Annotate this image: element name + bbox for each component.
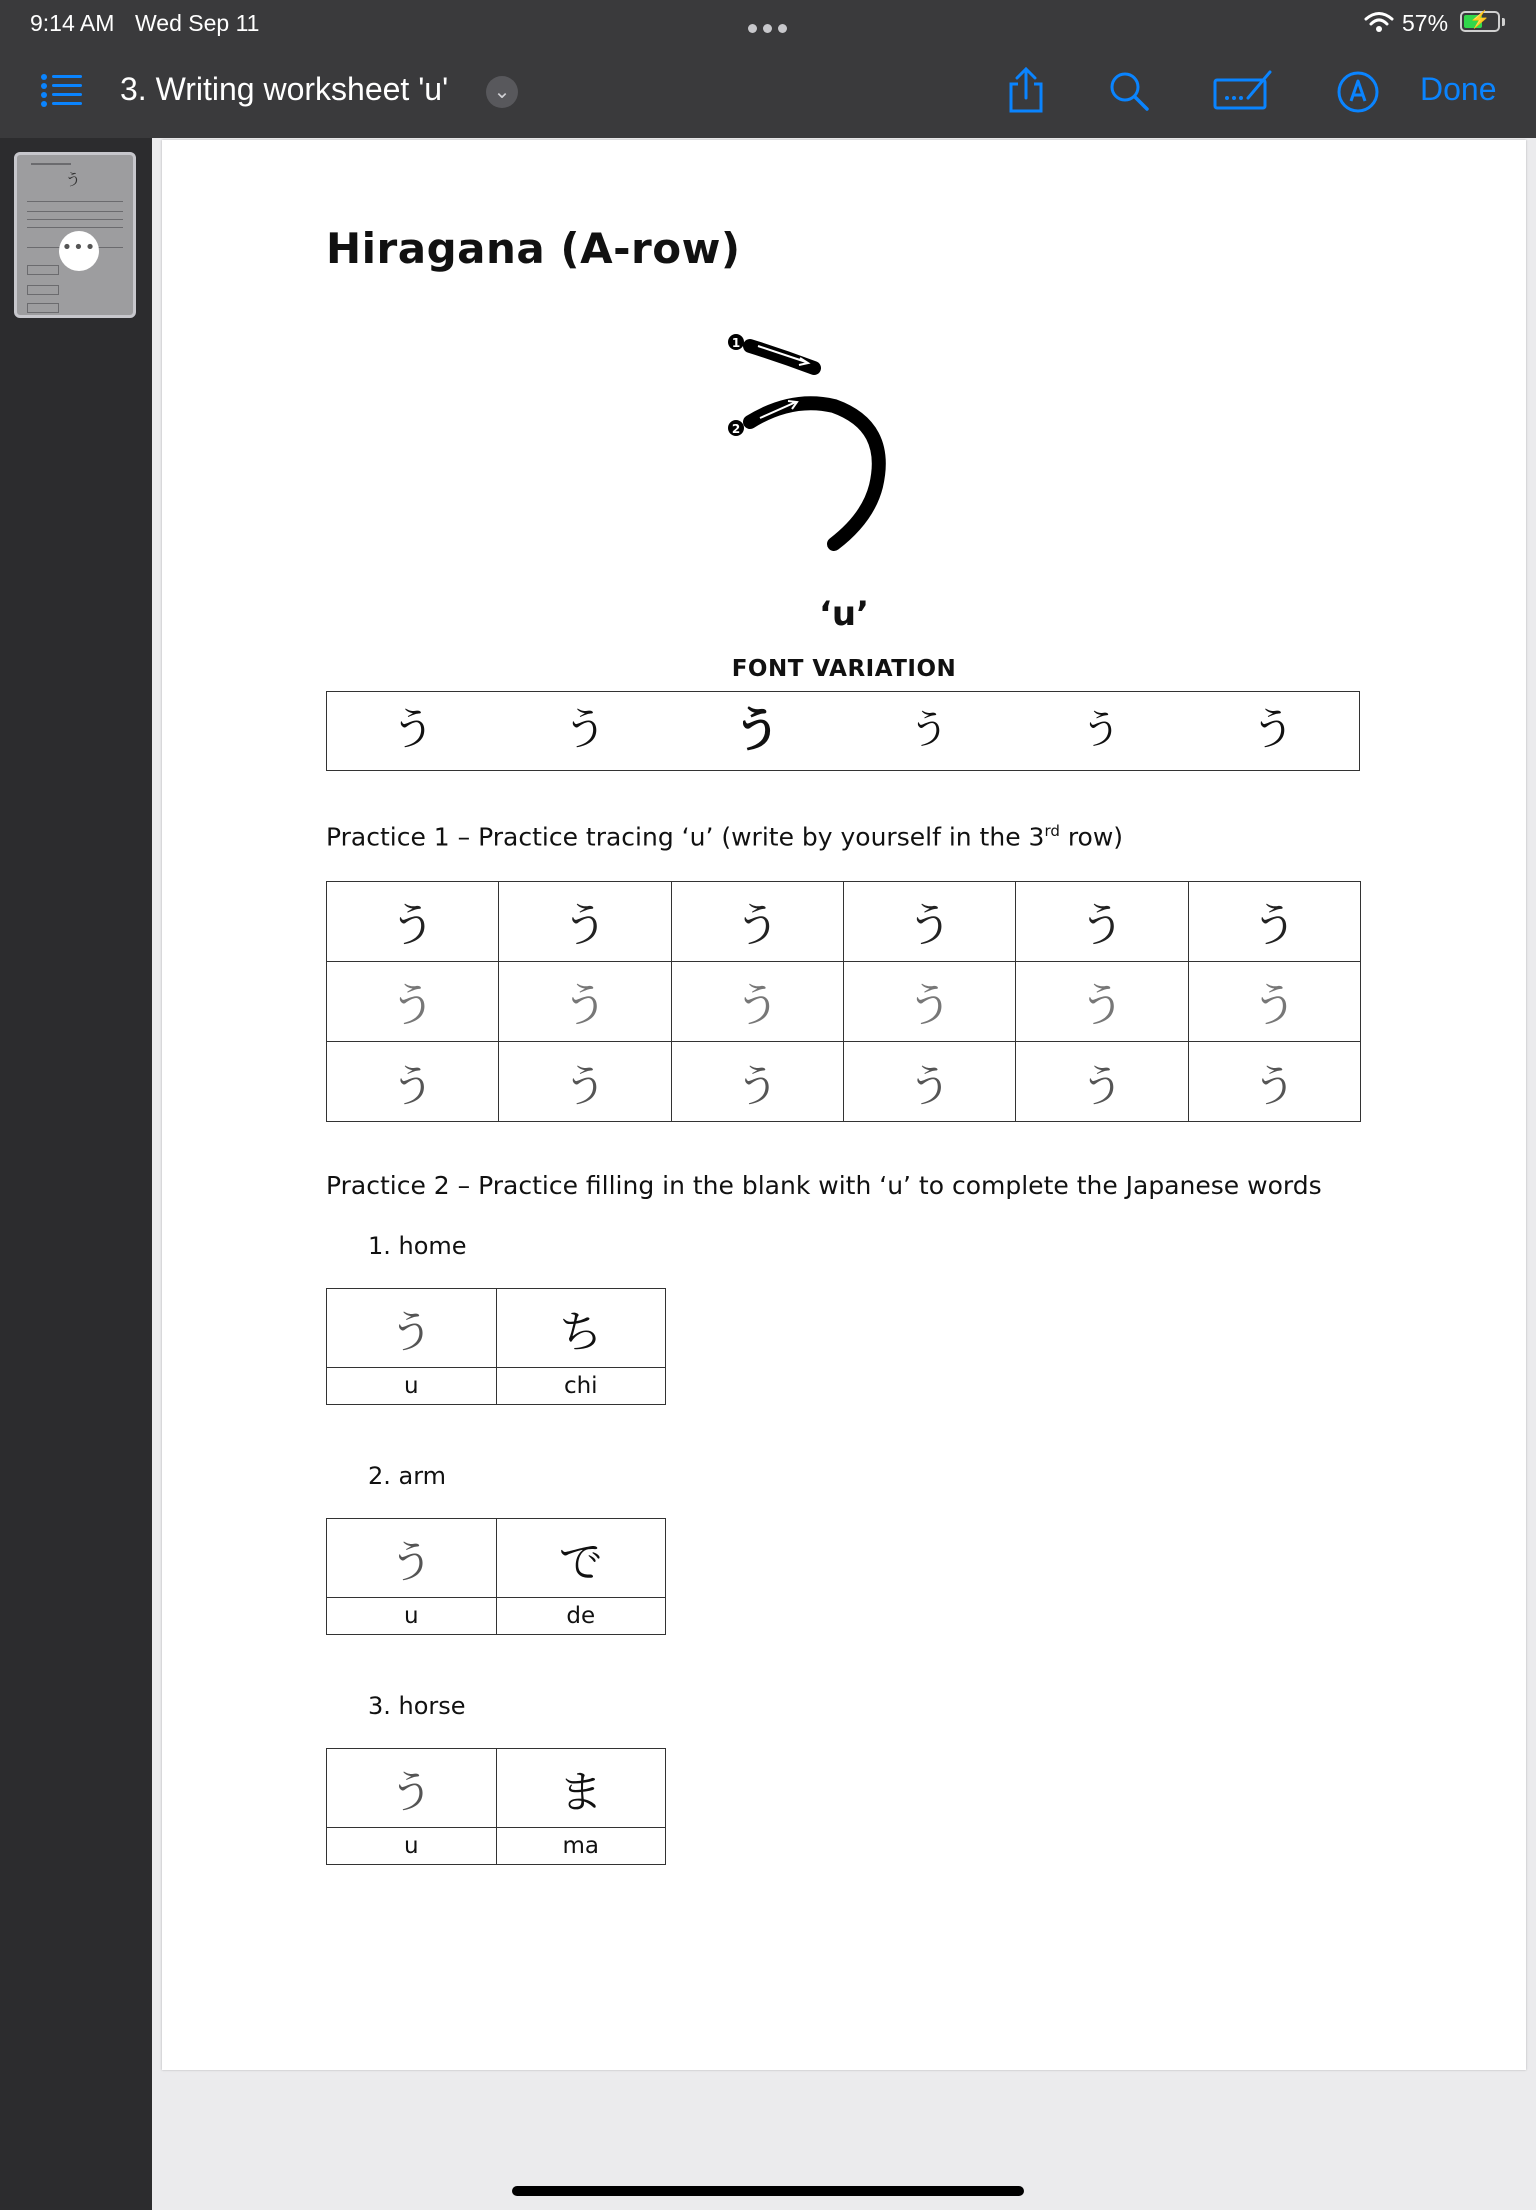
font-variation-label: FONT VARIATION (731, 656, 957, 682)
practice-1-text: Practice 1 – Practice tracing ‘u’ (write by yourself in the 3 (326, 822, 1045, 852)
stroke-order-character (722, 322, 942, 562)
word-label-horse: 3. horse (368, 1692, 466, 1720)
tracing-cell[interactable]: う (843, 882, 1015, 962)
font-variation-cell: う (391, 704, 435, 755)
toolbar (0, 44, 1536, 138)
tracing-cell[interactable]: う (499, 882, 671, 962)
tracing-cell[interactable]: う (671, 962, 843, 1042)
romaji-cell: u (327, 1368, 497, 1405)
worksheet-title: Hiragana (A-row) (326, 224, 741, 273)
thumbnail-sidebar (0, 138, 152, 2210)
romaji-cell: ma (496, 1828, 666, 1865)
word-label-home: 1. home (368, 1232, 467, 1260)
chevron-down-icon[interactable]: ⌄ (486, 76, 518, 108)
font-variation-cell: う (563, 704, 607, 755)
romaji-cell: chi (496, 1368, 666, 1405)
kana-cell: ま (496, 1749, 666, 1828)
tracing-cell[interactable]: う (843, 1042, 1015, 1122)
tracing-cell[interactable]: う (327, 882, 499, 962)
romaji-label: ‘u’ (818, 594, 870, 634)
list-icon[interactable] (40, 72, 84, 112)
status-bar (0, 0, 1536, 44)
tracing-cell[interactable]: う (327, 962, 499, 1042)
tracing-cell[interactable]: う (1016, 882, 1188, 962)
word-table-home (326, 1288, 666, 1405)
document-page (162, 140, 1526, 2070)
tracing-grid (326, 881, 1361, 1122)
tracing-cell[interactable]: う (1016, 962, 1188, 1042)
practice-1-text-end: row) (1059, 822, 1124, 852)
practice-1-label (326, 822, 1123, 851)
tracing-cell[interactable]: う (499, 1042, 671, 1122)
annotate-icon[interactable] (1336, 70, 1380, 118)
practice-1-sup: rd (1044, 822, 1060, 840)
multitasking-dots-icon[interactable] (745, 12, 790, 39)
blank-cell[interactable]: う (327, 1519, 497, 1598)
font-variation-cell: う (909, 707, 949, 752)
home-indicator[interactable] (512, 2186, 1024, 2196)
romaji-cell: u (327, 1598, 497, 1635)
search-icon[interactable] (1108, 70, 1150, 116)
word-table-horse (326, 1748, 666, 1865)
blank-cell[interactable]: う (327, 1289, 497, 1368)
tracing-cell[interactable]: う (499, 962, 671, 1042)
markup-icon[interactable] (1212, 68, 1274, 116)
tracing-row-2 (327, 962, 1361, 1042)
practice-2-label: Practice 2 – Practice filling in the blank with ‘u’ to complete the Japanese words (326, 1171, 1322, 1200)
font-variation-cell: う (1081, 707, 1121, 753)
word-table-arm (326, 1518, 666, 1635)
more-options-icon[interactable]: ••• (59, 231, 99, 271)
battery-icon: ⚡ (1460, 11, 1500, 32)
thumbnail-char: う (65, 170, 82, 189)
stroke-number-1: 1 (731, 336, 741, 350)
tracing-cell[interactable]: う (1188, 882, 1360, 962)
kana-cell: で (496, 1519, 666, 1598)
tracing-cell[interactable]: う (1016, 1042, 1188, 1122)
top-bar (0, 0, 1536, 138)
font-variation-row (326, 691, 1360, 771)
tracing-cell[interactable]: う (1188, 1042, 1360, 1122)
romaji-cell: u (327, 1828, 497, 1865)
document-title[interactable]: 3. Writing worksheet 'u' (120, 71, 449, 107)
status-time: 9:14 AM (30, 10, 115, 36)
tracing-cell[interactable]: う (327, 1042, 499, 1122)
battery-tip (1502, 18, 1505, 26)
kana-cell: ち (496, 1289, 666, 1368)
tracing-row-1 (327, 882, 1361, 962)
share-icon[interactable] (1006, 66, 1046, 118)
stroke-number-2: 2 (731, 422, 741, 436)
tracing-cell[interactable]: う (671, 1042, 843, 1122)
done-button[interactable]: Done (1420, 71, 1497, 107)
blank-cell[interactable]: う (327, 1749, 497, 1828)
tracing-cell[interactable]: う (843, 962, 1015, 1042)
wifi-icon (1364, 10, 1394, 40)
tracing-row-3 (327, 1042, 1361, 1122)
word-label-arm: 2. arm (368, 1462, 447, 1490)
tracing-cell[interactable]: う (1188, 962, 1360, 1042)
font-variation-cell: う (1251, 704, 1295, 755)
font-variation-cell: う (732, 702, 781, 758)
battery-percent: 57% (1402, 10, 1449, 36)
tracing-cell[interactable]: う (671, 882, 843, 962)
status-date: Wed Sep 11 (135, 10, 260, 36)
page-thumbnail[interactable] (14, 152, 136, 318)
romaji-cell: de (496, 1598, 666, 1635)
